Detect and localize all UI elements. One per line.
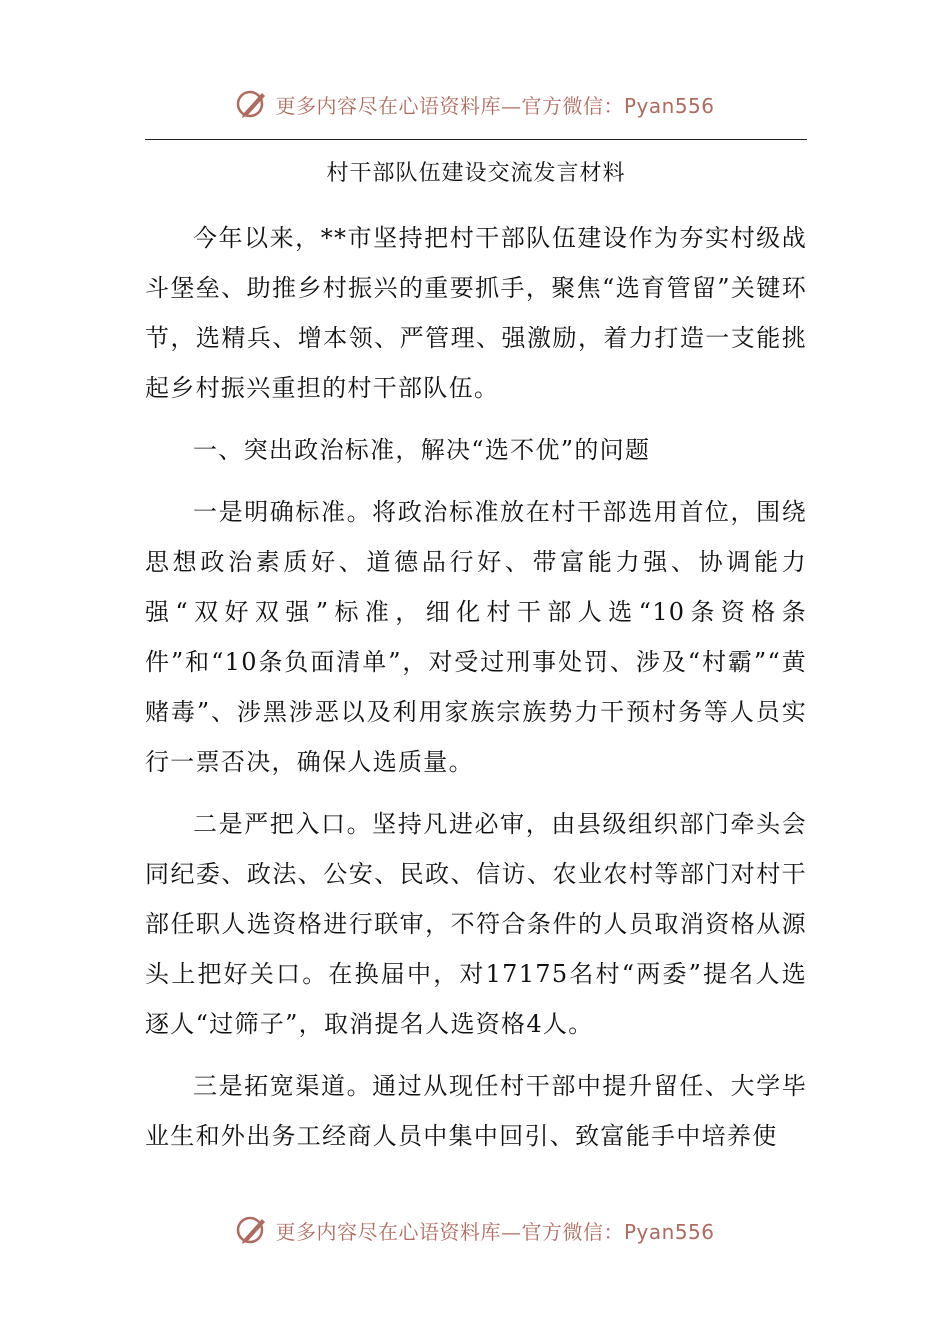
paragraph: 一是明确标准。将政治标准放在村干部选用首位，围绕思想政治素质好、道德品行好、带富能力强、协调能力强“双好双强”标准，细化村干部人选“10条资格条件”和“10条负面清单”，对受过刑事处罚、涉及“村霸”“黄赌毒”、涉黑涉恶以及利用家族宗族势力干预村务等人员实行一票否决，确保人选质量。 [145,498,807,776]
paragraph: 三是拓宽渠道。通过从现任村干部中提升留任、大学毕业生和外出务工经商人员中集中回引、致富能手中培养使 [145,1072,807,1150]
document-body [145,213,807,1173]
paragraph: 二是严把入口。坚持凡进必审，由县级组织部门牵头会同纪委、政法、公安、民政、信访、农业农村等部门对村干部任职人选资格进行联审，不符合条件的人员取消资格从源头上把好关口。在换届中，对17175名村“两委”提名人选逐人“过筛子”，取消提名人选资格4人。 [145,810,807,1038]
banner-text [275,90,714,119]
banner-wechat-id: Pyan556 [623,1219,715,1244]
banner-text [275,1216,714,1245]
banner-text-cn: 更多内容尽在心语资料库—官方微信： [275,93,624,118]
document-title: 村干部队伍建设交流发言材料 [326,161,626,186]
header-divider [145,139,807,140]
header-banner [0,84,950,124]
banner-wechat-id: Pyan556 [623,93,715,118]
section-heading: 一、突出政治标准，解决“选不优”的问题 [193,436,651,464]
paragraph: 今年以来，**市坚持把村干部队伍建设作为夯实村级战斗堡垒、助推乡村振兴的重要抓手，聚焦“选育管留”关键环节，选精兵、增本领、严管理、强激励，着力打造一支能挑起乡村振兴重担的村干部队伍。 [145,224,807,402]
pen-circle-logo-icon [235,1213,269,1247]
pen-circle-logo-icon [235,87,269,121]
banner-text-cn: 更多内容尽在心语资料库—官方微信： [275,1219,624,1244]
footer-banner [0,1210,950,1250]
